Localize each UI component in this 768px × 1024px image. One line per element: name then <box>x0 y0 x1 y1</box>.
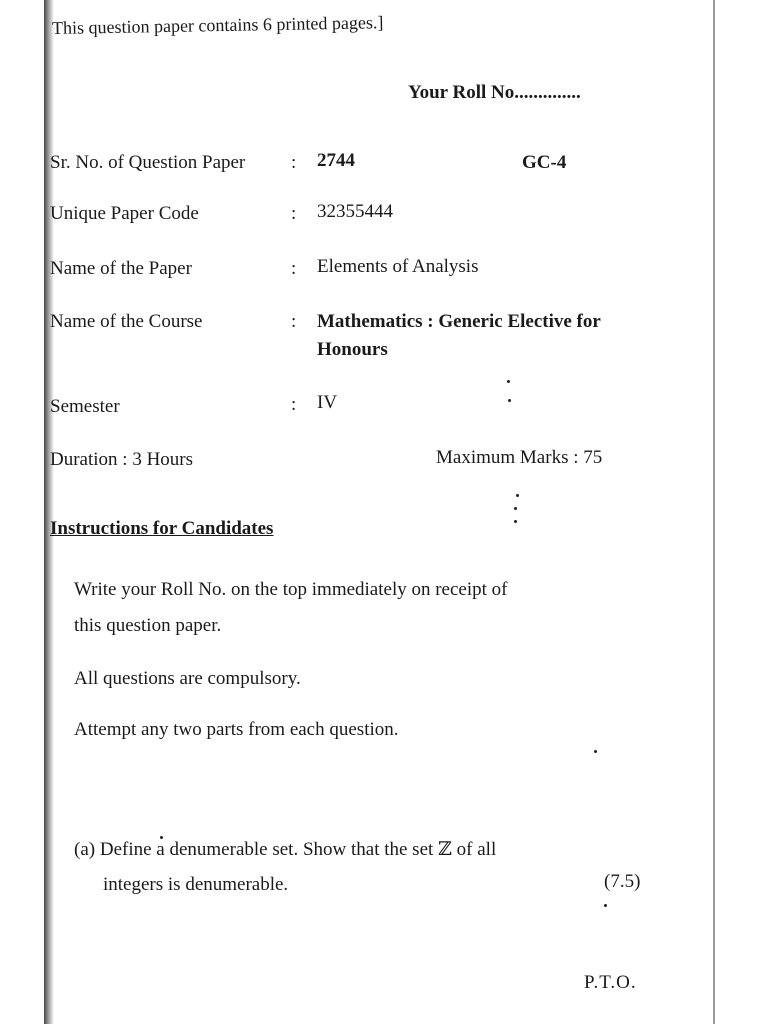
field-colon: : <box>291 152 297 173</box>
speck <box>594 750 597 753</box>
speck <box>604 904 607 907</box>
speck <box>507 380 510 383</box>
speck <box>516 494 519 497</box>
field-label-paper-name: Name of the Paper <box>50 258 192 279</box>
question-text-line2: integers is denumerable. <box>103 874 289 895</box>
field-colon: : <box>291 258 297 279</box>
field-label-question-paper-no: Sr. No. of Question Paper <box>50 152 246 173</box>
field-value-unique-paper-code: 32355444 <box>317 201 393 222</box>
field-colon: : <box>291 203 297 224</box>
question-marks: (7.5) <box>604 871 641 892</box>
maximum-marks: Maximum Marks : 75 <box>436 447 603 468</box>
field-value-course-name-line1: Mathematics : Generic Elective for <box>317 311 601 332</box>
scan-edge-right <box>713 0 715 1024</box>
question-1a <box>74 838 496 861</box>
field-label-semester: Semester <box>50 396 120 417</box>
duration: Duration : 3 Hours <box>50 449 194 470</box>
field-value-course-name-line2: Honours <box>317 339 388 360</box>
field-colon: : <box>291 311 297 332</box>
field-label-unique-paper-code: Unique Paper Code <box>50 203 199 224</box>
speck <box>508 399 511 402</box>
field-value-question-paper-no: 2744 <box>317 150 355 171</box>
speck <box>160 836 163 839</box>
roll-number-line: Your Roll No.............. <box>408 82 581 103</box>
paper-set-code: GC-4 <box>522 152 567 173</box>
instruction-item: Write your Roll No. on the top immediately on receipt of <box>74 579 508 600</box>
speck <box>514 507 517 510</box>
please-turn-over: P.T.O. <box>584 972 637 993</box>
printed-pages-note: This question paper contains 6 printed pages.] <box>51 12 384 38</box>
field-colon: : <box>291 394 297 415</box>
field-value-paper-name: Elements of Analysis <box>317 256 479 277</box>
question-part-label: (a) <box>74 839 96 860</box>
instruction-item: this question paper. <box>74 615 222 636</box>
speck <box>514 520 517 523</box>
instruction-item: All questions are compulsory. <box>74 668 301 689</box>
instruction-item: Attempt any two parts from each question. <box>74 719 399 740</box>
field-label-course-name: Name of the Course <box>50 311 203 332</box>
question-text-line1: Define a denumerable set. Show that the set ℤ of all <box>99 839 497 860</box>
field-value-semester: IV <box>317 392 338 413</box>
instructions-heading: Instructions for Candidates <box>50 518 274 539</box>
